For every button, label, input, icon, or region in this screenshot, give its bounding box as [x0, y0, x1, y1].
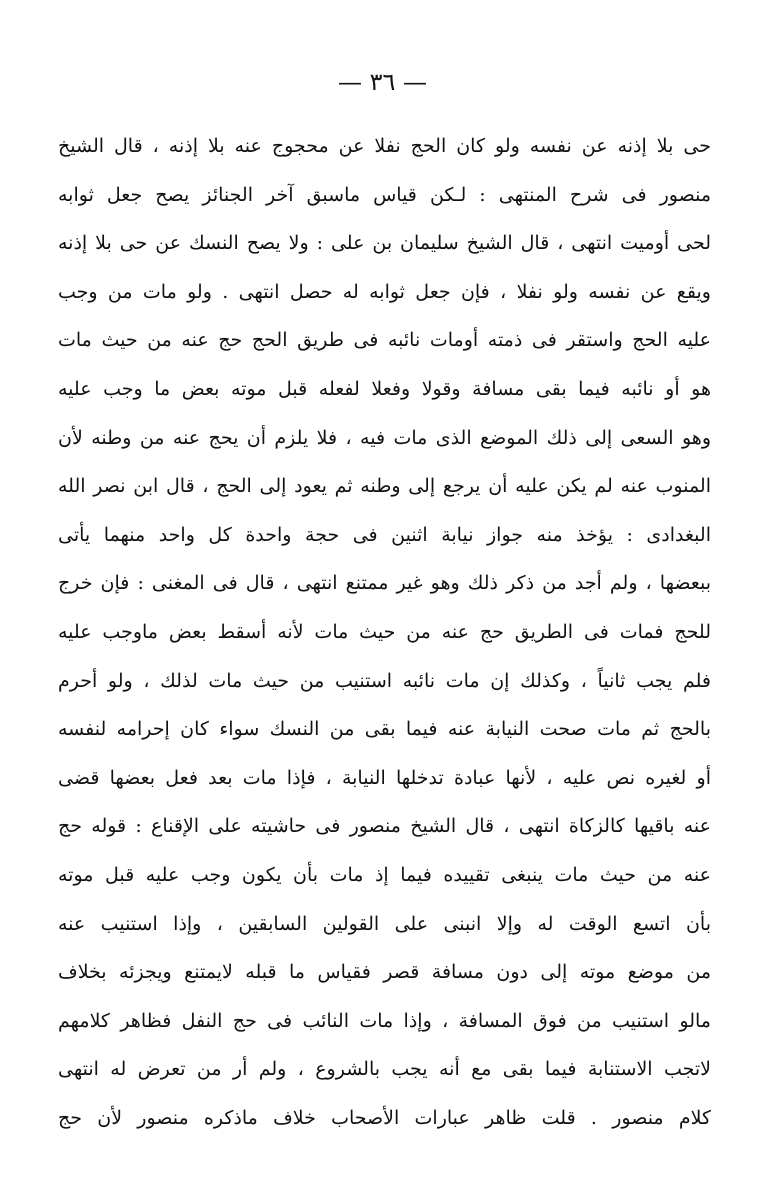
- body-text: [58, 122, 711, 1142]
- text-line: وهو السعى إلى ذلك الموضع الذى مات فيه ، فلا يلزم أن يحج عنه من وطنه لأن: [58, 426, 711, 449]
- text-line: للحج فمات فى الطريق حج عنه من حيث مات لأنه أسقط بعض ماوجب عليه: [58, 620, 711, 643]
- text-line: عنه باقيها كالزكاة انتهى ، قال الشيخ منصور فى حاشيته على الإقناع : قوله حج: [58, 815, 711, 838]
- text-line: كلام منصور . قلت ظاهر عبارات الأصحاب خلاف ماذكره منصور لأن حج: [58, 1106, 711, 1129]
- text-line: مالو استنيب من فوق المسافة ، وإذا مات النائب فى حج النفل فظاهر كلامهم: [58, 1009, 711, 1032]
- text-line: البغدادى : يؤخذ منه جواز نيابة اثنين فى حجة واحدة كل واحد منهما يأتى: [58, 523, 711, 546]
- text-line: المنوب عنه لم يكن عليه أن يرجع إلى وطنه ثم يعود إلى الحج ، قال ابن نصر الله: [58, 475, 711, 498]
- text-line: لاتجب الاستنابة فيما بقى مع أنه يجب بالشروع ، ولم أر من تعرض له انتهى: [58, 1058, 711, 1081]
- text-line: منصور فى شرح المنتهى : لـكن قياس ماسبق آخر الجنائز يصح جعل ثوابه: [58, 183, 711, 206]
- text-line: من موضع موته إلى دون مسافة قصر فقياس ما قبله لايمتنع ويجزئه بخلاف: [58, 961, 711, 984]
- text-line: أو لغيره نص عليه ، لأنها عبادة تدخلها النيابة ، فإذا مات بعد فعل بعضها قضى: [58, 766, 711, 789]
- text-line: عنه من حيث مات ينبغى تقييده فيما إذ مات بأن يكون وجب عليه قبل موته: [58, 863, 711, 886]
- page-number: — ٣٦ —: [337, 68, 428, 96]
- text-line: بأن اتسع الوقت له وإلا انبنى على القولين السابقين ، وإذا استنيب عنه: [58, 912, 711, 935]
- text-line: عليه الحج واستقر فى ذمته أومات نائبه فى طريق الحج حج عنه من حيث مات: [58, 329, 711, 352]
- text-line: ويقع عن نفسه ولو نفلا ، فإن جعل ثوابه له حصل انتهى . ولو مات من وجب: [58, 280, 711, 303]
- text-line: فلم يجب ثانياً ، وكذلك إن مات نائبه استنيب من حيث مات لذلك ، ولو أحرم: [58, 669, 711, 692]
- text-line: ببعضها ، ولم أجد من ذكر ذلك وهو غير ممتنع انتهى ، قال فى المغنى : فإن خرج: [58, 572, 711, 595]
- text-line: حى بلا إذنه عن نفسه ولو كان الحج نفلا عن محجوج عنه بلا إذنه ، قال الشيخ: [58, 135, 711, 157]
- text-line: لحى أوميت انتهى ، قال الشيخ سليمان بن على : ولا يصح النسك عن حى بلا إذنه: [58, 232, 711, 255]
- text-line: بالحج ثم مات صحت النيابة عنه فيما بقى من النسك سواء كان إحرامه لنفسه: [58, 718, 711, 741]
- text-line: هو أو نائبه فيما بقى مسافة وقولا وفعلا لفعله قبل موته بعض ما وجب عليه: [58, 377, 711, 400]
